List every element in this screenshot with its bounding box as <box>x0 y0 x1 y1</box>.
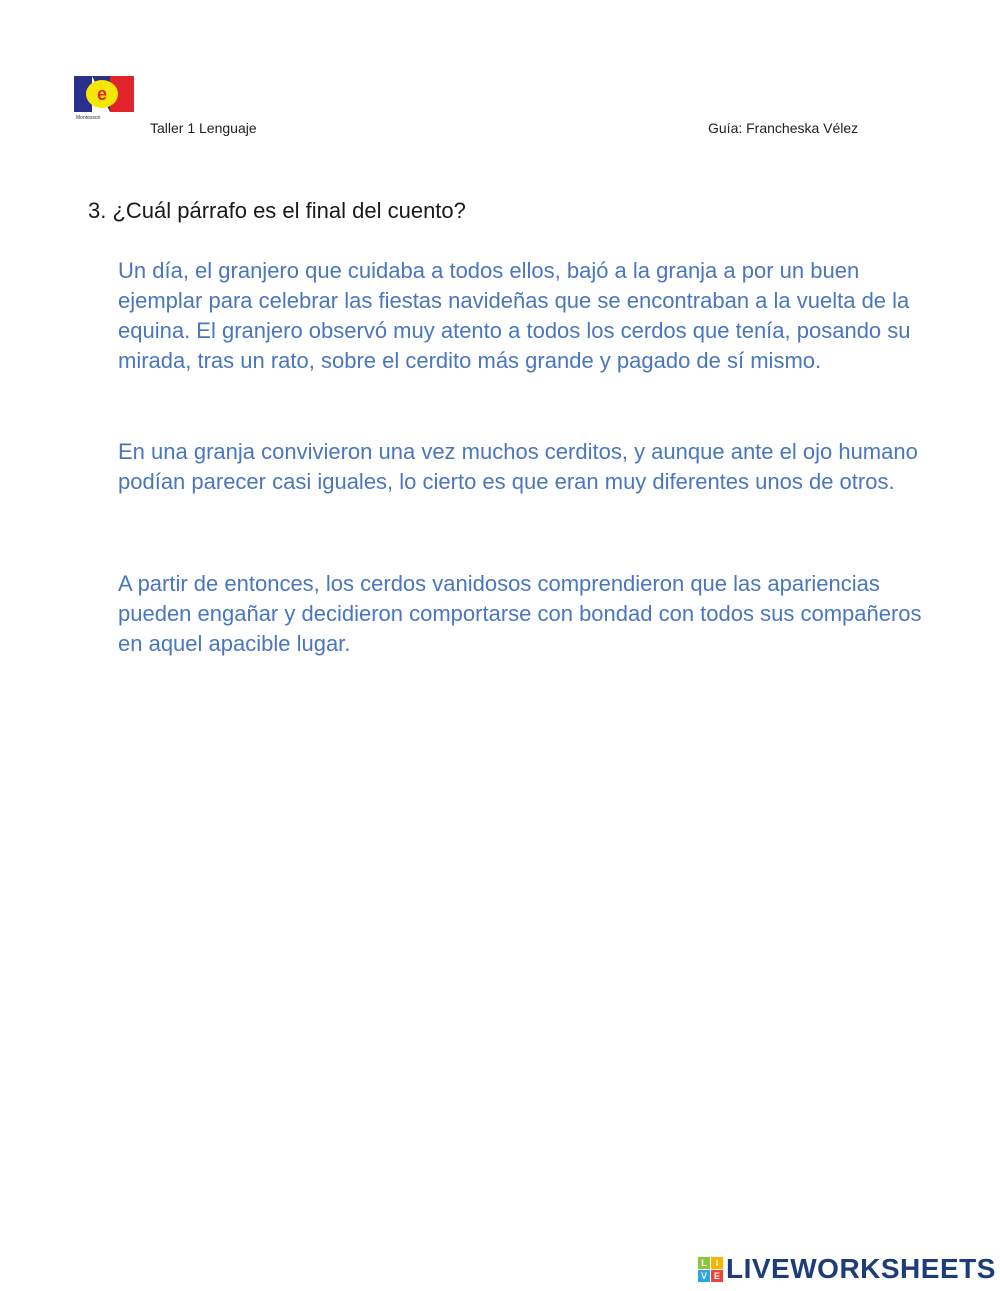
svg-text:e: e <box>96 84 108 104</box>
svg-text:Montessori: Montessori <box>76 115 101 121</box>
paragraph-option-3[interactable]: A partir de entonces, los cerdos vanidosos comprendieron que las apariencias pueden engañar y decidieron comportarse con bondad con todos sus compañeros en aquel apacible lugar. <box>118 571 922 656</box>
workshop-title: Taller 1 Lenguaje <box>150 120 257 136</box>
paragraph-option-2[interactable]: En una granja convivieron una vez muchos cerditos, y aunque ante el ojo humano podían parecer casi iguales, lo cierto es que eran muy diferentes unos de otros. <box>118 439 918 494</box>
live-blocks-icon: L I V E <box>698 1257 723 1282</box>
brand-text: LIVEWORKSHEETS <box>726 1253 996 1284</box>
school-logo <box>66 72 146 122</box>
liveworksheets-logo <box>698 1252 996 1286</box>
question-title: 3. ¿Cuál párrafo es el final del cuento? <box>88 198 466 223</box>
paragraph-option-1[interactable]: Un día, el granjero que cuidaba a todos ellos, bajó a la granja a por un buen ejemplar para celebrar las fiestas navideñas que se encontraban a la vuelta de la equina. El granjero observó muy atento a todos los cerdos que tenía, posando su mirada, tras un rato, sobre el cerdito más grande y pagado de sí mismo. <box>118 258 911 373</box>
guide-name: Guía: Francheska Vélez <box>708 120 859 136</box>
